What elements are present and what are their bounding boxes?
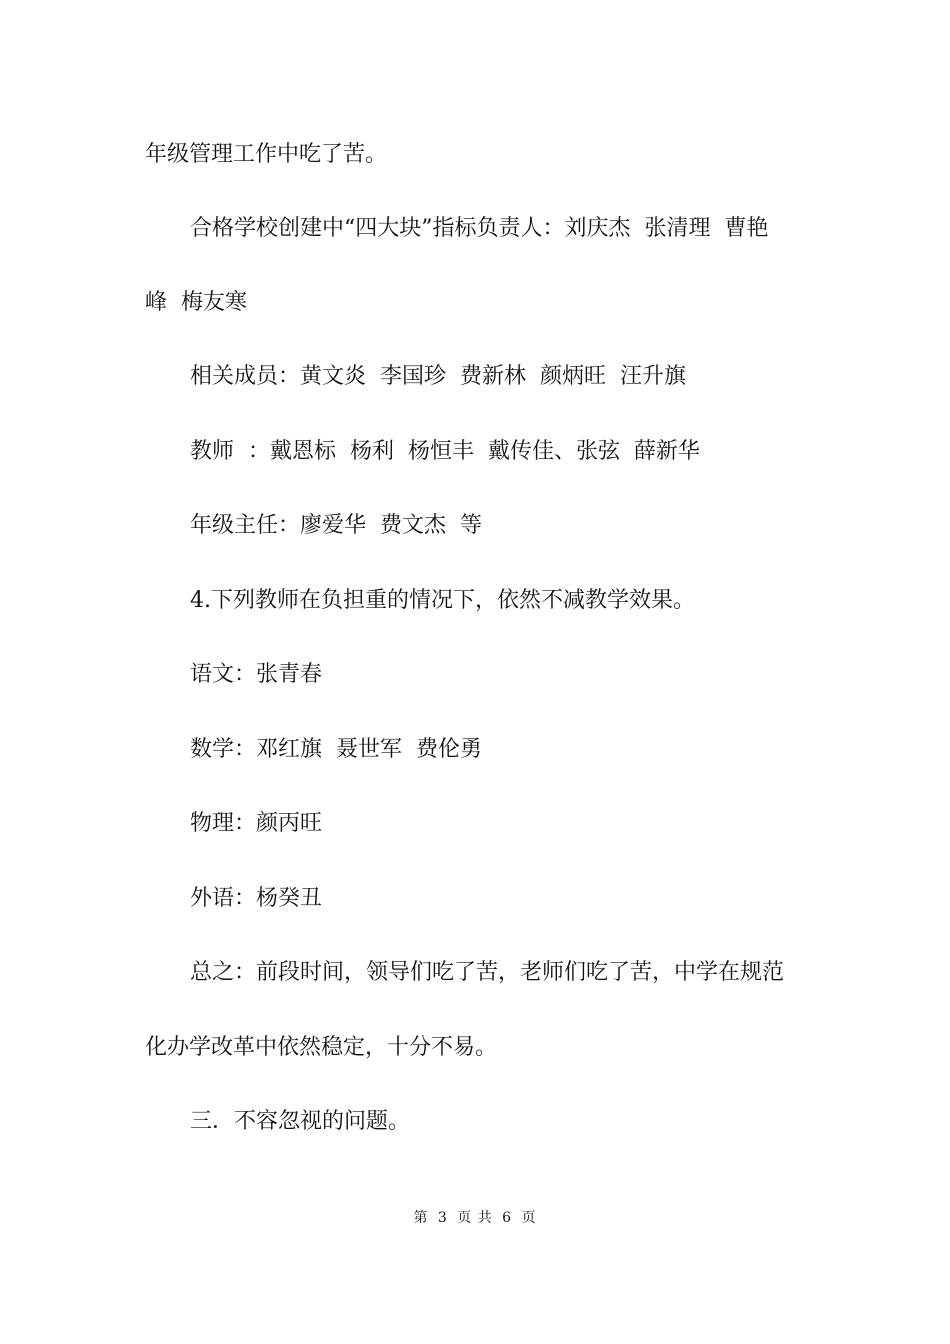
page-footer [0, 1208, 950, 1228]
footer-total-pages: 6 [502, 1210, 513, 1226]
text-line: 化办学改革中依然稳定，十分不易。 [145, 1035, 498, 1060]
text-line: 教师 ：戴恩标 杨利 杨恒丰 戴传佳、张弦 薛新华 [190, 439, 700, 464]
footer-current-page: 3 [437, 1210, 448, 1226]
text-line: 三．不容忽视的问题。 [190, 1109, 411, 1134]
text-line: 4.下列教师在负担重的情况下，依然不减教学效果。 [190, 588, 695, 613]
text-line: 物理：颜丙旺 [190, 811, 323, 836]
text-line: 峰 梅友寒 [145, 290, 247, 315]
footer-suffix: 页 [521, 1210, 537, 1226]
text-line: 数学：邓红旗 聂世军 费伦勇 [190, 737, 482, 762]
text-line: 年级主任：廖爱华 费文杰 等 [190, 513, 482, 538]
footer-prefix: 第 [413, 1210, 429, 1226]
footer-middle: 页 共 [457, 1210, 493, 1226]
text-line: 外语：杨癸丑 [190, 886, 323, 911]
text-line: 合格学校创建中“四大块”指标负责人：刘庆杰 张清理 曹艳 [190, 216, 769, 241]
text-line: 年级管理工作中吃了苦。 [145, 142, 388, 167]
text-line: 相关成员：黄文炎 李国珍 费新林 颜炳旺 汪升旗 [190, 364, 686, 389]
text-line: 语文：张青春 [190, 662, 323, 687]
text-line: 总之：前段时间，领导们吃了苦，老师们吃了苦，中学在规范 [190, 960, 785, 985]
